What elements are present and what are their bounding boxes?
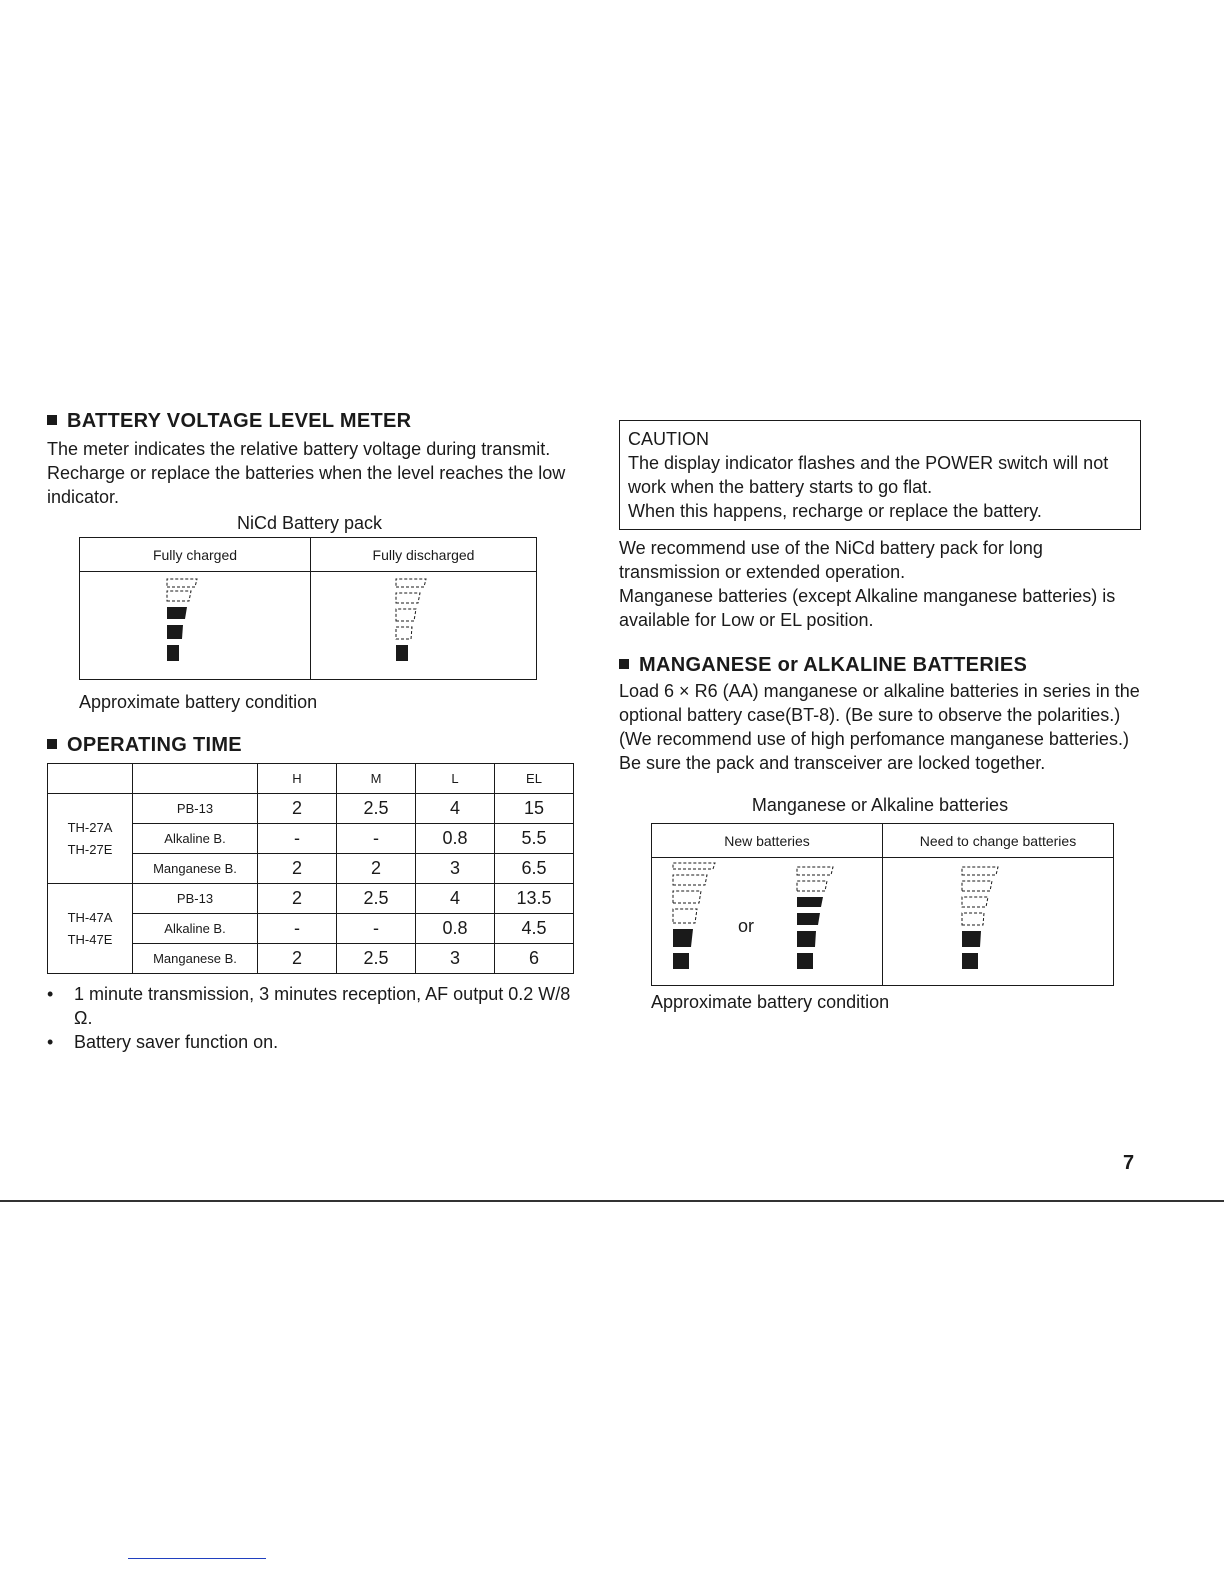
or-label: or — [738, 916, 755, 936]
value-cell: 3 — [416, 944, 495, 974]
value-cell: 15 — [495, 794, 574, 824]
caution-title: CAUTION — [628, 429, 709, 449]
header-L: L — [416, 764, 495, 794]
value-cell: 0.8 — [416, 824, 495, 854]
nicd-empty-cell — [311, 572, 537, 680]
nicd-caption: Approximate battery condition — [79, 692, 318, 712]
nicd-indicator-table — [79, 537, 537, 680]
manganese-heading-text: MANGANESE or ALKALINE BATTERIES — [639, 654, 1028, 676]
page-number: 7 — [1123, 1152, 1135, 1174]
header-M: M — [337, 764, 416, 794]
nicd-col-fully-discharged: Fully discharged — [311, 538, 537, 572]
caution-line1: The display indicator flashes and the POWER switch will not work when the battery starts to go flat. — [628, 453, 1109, 497]
model-label: TH-47E — [67, 931, 113, 947]
value-cell: 0.8 — [416, 914, 495, 944]
value-cell: 2.5 — [337, 884, 416, 914]
manganese-p1: Load 6 × R6 (AA) manganese or alkaline batteries in series in the optional battery case(BT-8). (Be sure to observe the polarities.) — [619, 681, 1140, 725]
bullet-dot-icon: • — [47, 984, 54, 1004]
value-cell: 6 — [495, 944, 574, 974]
battery-type-cell: Alkaline B. — [133, 914, 258, 944]
value-cell: 4 — [416, 884, 495, 914]
header-EL: EL — [495, 764, 574, 794]
recommend-paragraph: We recommend use of the NiCd battery pack for long transmission or extended operation. — [619, 538, 1043, 582]
left-column — [47, 410, 572, 1054]
caution-line2: When this happens, recharge or replace the battery. — [628, 501, 1042, 521]
value-cell: 2 — [258, 944, 337, 974]
value-cell: 3 — [416, 854, 495, 884]
battery-type-cell: PB-13 — [133, 884, 258, 914]
mn-change-cell — [883, 858, 1114, 986]
mn-caption: Approximate battery condition — [651, 992, 890, 1012]
right-column — [619, 420, 1141, 1014]
battery-meter-p1: The meter indicates the relative battery voltage during transmit. — [47, 439, 551, 459]
nicd-full-cell — [80, 572, 311, 680]
footnote-text: 1 minute transmission, 3 minutes reception, AF output 0.2 W/8 Ω. — [74, 984, 571, 1028]
battery-meter-heading-text: BATTERY VOLTAGE LEVEL METER — [67, 410, 412, 432]
battery-type-cell: Alkaline B. — [133, 824, 258, 854]
model-label: TH-47A — [67, 909, 113, 925]
battery-level-new-icon — [653, 859, 881, 979]
mn-col-new: New batteries — [652, 824, 883, 858]
header-H: H — [258, 764, 337, 794]
battery-meter-heading — [47, 410, 572, 433]
model-label: TH-27E — [67, 841, 113, 857]
nicd-figure-title: NiCd Battery pack — [236, 513, 383, 533]
value-cell: 2.5 — [337, 944, 416, 974]
caution-box — [619, 420, 1141, 530]
value-cell: 2 — [337, 854, 416, 884]
value-cell: - — [258, 914, 337, 944]
square-bullet-icon — [619, 659, 629, 669]
battery-meter-p2: Recharge or replace the batteries when the level reaches the low indicator. — [47, 463, 566, 507]
manganese-figure-title: Manganese or Alkaline batteries — [751, 795, 1009, 815]
square-bullet-icon — [47, 739, 57, 749]
value-cell: - — [337, 914, 416, 944]
footnote-bullet — [47, 982, 572, 1030]
bullet-dot-icon: • — [47, 1032, 54, 1052]
operating-time-heading-text: OPERATING TIME — [67, 734, 242, 756]
value-cell: 13.5 — [495, 884, 574, 914]
value-cell: 2 — [258, 884, 337, 914]
battery-type-cell: PB-13 — [133, 794, 258, 824]
model-cell-th27 — [48, 794, 133, 884]
table-row — [48, 884, 574, 914]
manganese-availability-paragraph: Manganese batteries (except Alkaline manganese batteries) is available for Low or EL position. — [619, 586, 1116, 630]
model-label: TH-27A — [67, 819, 113, 835]
battery-level-full-icon — [135, 573, 255, 673]
nicd-col-fully-charged: Fully charged — [80, 538, 311, 572]
link-underline-divider — [128, 1558, 266, 1559]
value-cell: 2 — [258, 794, 337, 824]
operating-time-heading — [47, 734, 572, 757]
value-cell: 5.5 — [495, 824, 574, 854]
value-cell: - — [258, 824, 337, 854]
table-corner-battery — [133, 764, 258, 794]
value-cell: 4 — [416, 794, 495, 824]
square-bullet-icon — [47, 415, 57, 425]
footnote-text: Battery saver function on. — [74, 1032, 279, 1052]
battery-type-cell: Manganese B. — [133, 854, 258, 884]
value-cell: 6.5 — [495, 854, 574, 884]
bottom-divider — [0, 1200, 1224, 1202]
value-cell: 2 — [258, 854, 337, 884]
manganese-p2: (We recommend use of high perfomance manganese batteries.) — [619, 729, 1129, 749]
mn-col-need-change: Need to change batteries — [883, 824, 1114, 858]
manganese-heading — [619, 654, 1141, 677]
model-cell-th47 — [48, 884, 133, 974]
footnote-bullet — [47, 1030, 572, 1054]
manganese-p3: Be sure the pack and transceiver are locked together. — [619, 753, 1046, 773]
table-row — [48, 794, 574, 824]
battery-level-low-icon — [884, 859, 1112, 979]
operating-time-table — [47, 763, 574, 974]
value-cell: 2.5 — [337, 794, 416, 824]
table-corner — [48, 764, 133, 794]
manganese-indicator-table — [651, 823, 1114, 986]
value-cell: 4.5 — [495, 914, 574, 944]
value-cell: - — [337, 824, 416, 854]
battery-type-cell: Manganese B. — [133, 944, 258, 974]
mn-new-cell — [652, 858, 883, 986]
battery-level-empty-icon — [364, 573, 484, 673]
